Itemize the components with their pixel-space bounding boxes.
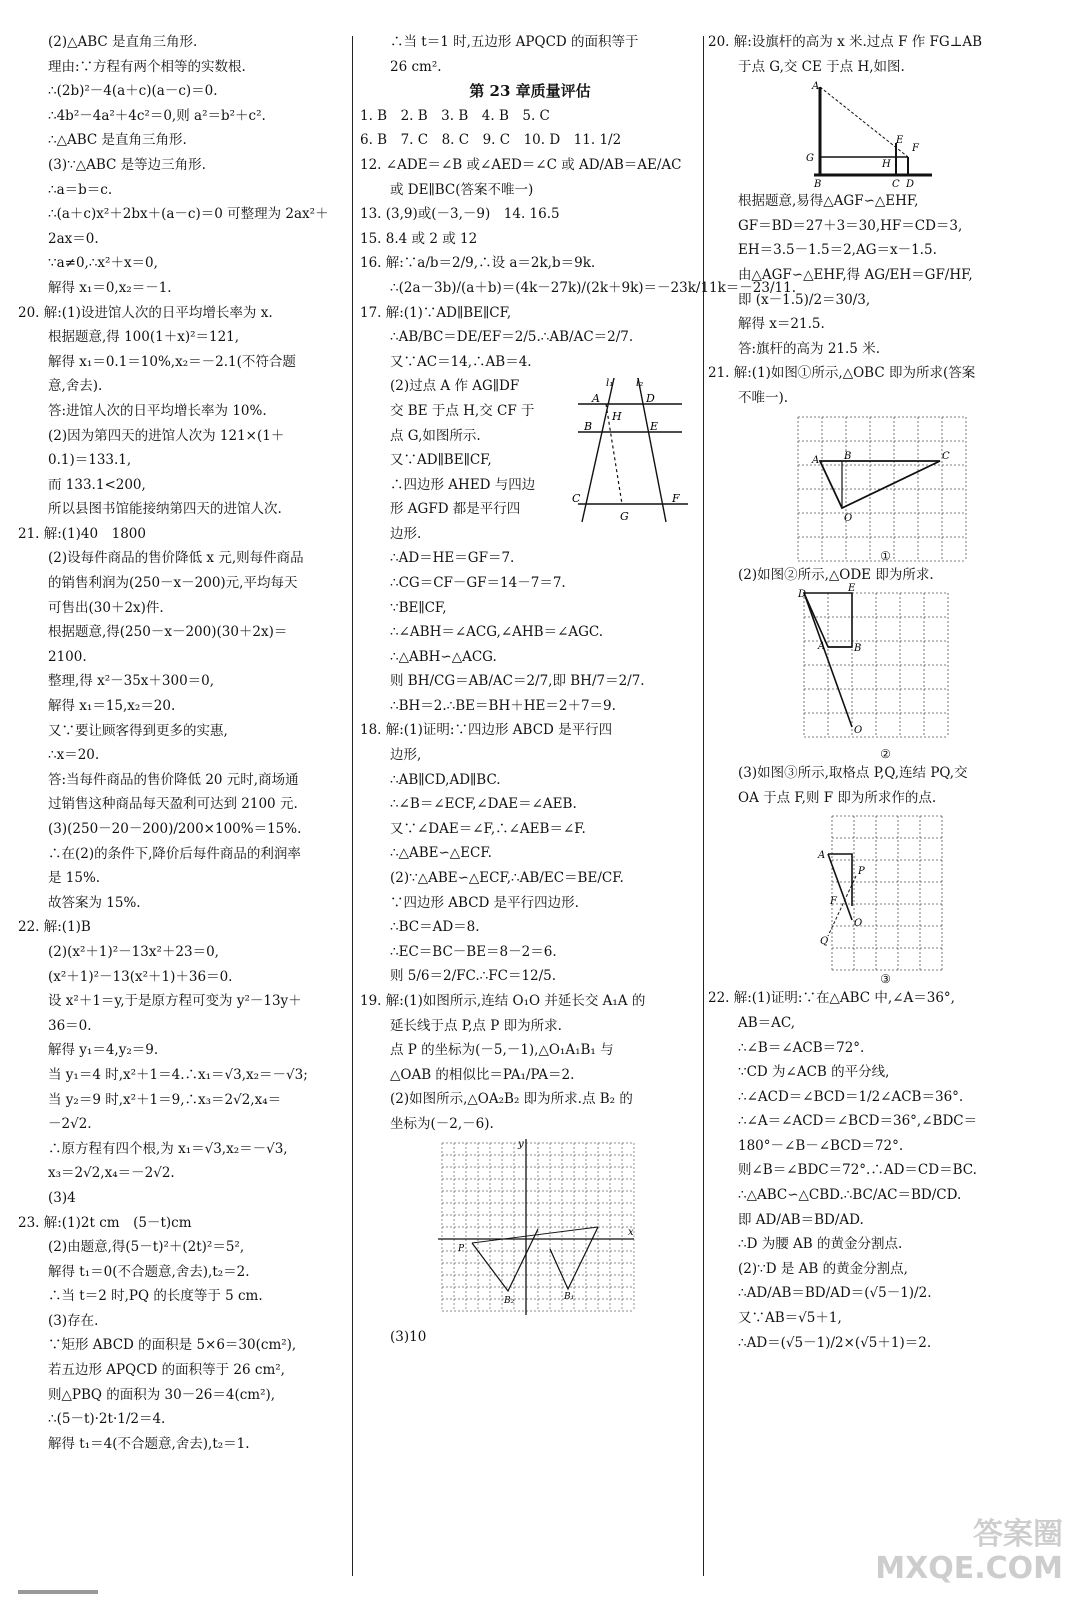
- text-line: (2)过点 A 作 AG∥DF: [390, 378, 520, 395]
- text-line: 17. 解:(1)∵AD∥BE∥CF,: [360, 304, 512, 321]
- text-line: 则 BH/CG＝AB/AC＝2/7,即 BH/7＝2/7.: [390, 673, 645, 690]
- figure-2-caption: ②: [880, 747, 891, 762]
- col3b-text: [708, 189, 1063, 410]
- svg-text:E: E: [848, 583, 856, 595]
- text-line: 解得 x＝21.5.: [738, 316, 825, 333]
- svg-text:A: A: [592, 392, 600, 406]
- text-line: ∴(2a－3b)/(a＋b)＝(4k－27k)/(2k＋9k)＝－23k/11k＝－23/11.: [390, 279, 797, 296]
- text-line: 18. 解:(1)证明:∵四边形 ABCD 是平行四: [360, 722, 613, 739]
- text-line: 36＝0.: [48, 1017, 92, 1034]
- text-line: 12. ∠ADE＝∠B 或∠AED＝∠C 或 AD/AB＝AE/AC: [360, 156, 682, 173]
- text-line: ∵矩形 ABCD 的面积是 5×6＝30(cm²),: [48, 1337, 297, 1354]
- text-line: 20. 解:设旗杆的高为 x 米.过点 F 作 FG⊥AB: [708, 34, 983, 50]
- text-line: 19. 解:(1)如图所示,连结 O₁O 并延长交 A₁A 的: [360, 993, 646, 1009]
- text-line: ∵BE∥CF,: [390, 599, 447, 616]
- text-line: 即 (x－1.5)/2＝30/3,: [738, 291, 871, 308]
- text-line: (2)∵D 是 AB 的黄金分割点,: [738, 1260, 908, 1277]
- text-line: 整理,得 x²－35x＋300＝0,: [48, 673, 215, 690]
- text-line: (2)△ABC 是直角三角形.: [48, 34, 198, 50]
- text-line: (2)∵△ABE∽△ECF,∴AB/EC＝BE/CF.: [390, 870, 624, 887]
- col3a-text: [708, 30, 1063, 79]
- text-line: 不唯一).: [738, 389, 789, 406]
- text-line: 当 y₂＝9 时,x²＋1＝9,∴x₃＝2√2,x₄＝: [48, 1091, 282, 1108]
- svg-text:F: F: [672, 492, 680, 506]
- text-line: 21. 解:(1)如图①所示,△OBC 即为所求(答案: [708, 365, 976, 382]
- text-line: 根据题意,易得△AGF∽△EHF,: [738, 193, 919, 210]
- svg-text:D: D: [798, 589, 807, 601]
- text-line: ∴AB∥CD,AD∥BC.: [390, 771, 501, 788]
- text-line: 设 x²＋1＝y,于是原方程可变为 y²－13y＋: [48, 993, 302, 1010]
- text-line: 又∵要让顾客得到更多的实惠,: [48, 722, 228, 739]
- text-line: 又∵AD∥BE∥CF,: [390, 452, 492, 469]
- svg-text:F: F: [830, 896, 837, 908]
- text-line: 1. B 2. B 3. B 4. B 5. C: [360, 107, 550, 124]
- col2b-text: [360, 374, 570, 546]
- text-line: ∴△ABC 是直角三角形.: [48, 132, 187, 149]
- text-line: ∴(5－t)·2t·1/2＝4.: [48, 1411, 166, 1428]
- text-line: 答:当每件商品的售价降低 20 元时,商场通: [48, 771, 299, 788]
- text-line: 延长线于点 P,点 P 即为所求.: [390, 1017, 562, 1034]
- column-divider: [352, 36, 353, 1576]
- text-line: 答:进馆人次的日平均增长率为 10%.: [48, 402, 267, 419]
- figure-3: [708, 810, 1063, 986]
- text-line: 或 DE∥BC(答案不唯一): [390, 181, 534, 198]
- col2d-text: [360, 1325, 700, 1350]
- svg-text:B₂: B₂: [504, 1295, 515, 1306]
- text-line: (3)∵△ABC 是等边三角形.: [48, 156, 206, 173]
- column-3: [708, 30, 1063, 1355]
- text-line: 则△PBQ 的面积为 30－26＝4(cm²),: [48, 1386, 276, 1403]
- text-line: 形 AGFD 都是平行四: [390, 501, 521, 518]
- svg-text:H: H: [612, 410, 622, 424]
- svg-text:A: A: [812, 81, 820, 93]
- page-footer-mark: [18, 1590, 98, 1594]
- text-line: ∴∠A＝∠ACD＝∠BCD＝36°,∠BDC＝: [738, 1113, 978, 1130]
- text-line: 15. 8.4 或 2 或 12: [360, 230, 478, 247]
- text-line: 则 5/6＝2/FC.∴FC＝12/5.: [390, 968, 557, 985]
- text-line: ∴∠ACD＝∠BCD＝1/2∠ACB＝36°.: [738, 1088, 964, 1105]
- text-line: 过销售这种商品每天盈利可达到 2100 元.: [48, 796, 298, 813]
- text-line: 0.1)＝133.1,: [48, 452, 132, 469]
- q17-block: [360, 374, 700, 546]
- text-line: ∴(a＋c)x²＋2bx＋(a－c)＝0 可整理为 2ax²＋: [48, 206, 329, 223]
- text-line: ∴当 t＝1 时,五边形 APQCD 的面积等于: [390, 34, 639, 50]
- text-line: 解得 x₁＝0.1＝10%,x₂＝－2.1(不符合题: [48, 353, 296, 370]
- svg-text:P: P: [858, 866, 865, 878]
- column-divider: [703, 36, 704, 1576]
- column-1: [18, 30, 346, 1456]
- text-line: ∴AD/AB＝BD/AD＝(√5－1)/2.: [738, 1285, 932, 1302]
- svg-text:B: B: [814, 179, 822, 191]
- text-line: △OAB 的相似比＝PA₁/PA＝2.: [390, 1066, 575, 1083]
- text-line: 解得 x₁＝0,x₂＝－1.: [48, 279, 172, 296]
- text-line: 又∵∠DAE＝∠F,∴∠AEB＝∠F.: [390, 820, 586, 837]
- svg-text:A: A: [818, 641, 826, 653]
- svg-text:E: E: [896, 135, 904, 147]
- text-line: 可售出(30＋2x)件.: [48, 599, 164, 616]
- svg-text:B₁: B₁: [564, 1291, 575, 1302]
- text-line: ∴∠ABH＝∠ACG,∠AHB＝∠AGC.: [390, 624, 604, 641]
- col3e-text: [708, 986, 1063, 1355]
- text-line: 解得 t₁＝0(不合题意,舍去),t₂＝2.: [48, 1263, 250, 1280]
- text-line: 根据题意,得(250－x－200)(30＋2x)＝: [48, 624, 288, 641]
- svg-text:D: D: [906, 179, 915, 191]
- text-line: 解得 y₁＝4,y₂＝9.: [48, 1042, 159, 1059]
- text-line: 根据题意,得 100(1＋x)²＝121,: [48, 329, 240, 346]
- svg-text:G: G: [620, 510, 629, 524]
- text-line: ∴a＝b＝c.: [48, 181, 113, 198]
- text-line: ∴AD＝(√5－1)/2×(√5＋1)＝2.: [738, 1334, 932, 1351]
- text-line: ∴∠B＝∠ACB＝72°.: [738, 1039, 865, 1056]
- text-line: 20. 解:(1)设进馆人次的日平均增长率为 x.: [18, 304, 273, 321]
- text-line: (3)4: [48, 1189, 76, 1206]
- text-line: ∴△ABH∽△ACG.: [390, 648, 497, 665]
- text-line: ∴∠B＝∠ECF,∠DAE＝∠AEB.: [390, 796, 577, 813]
- text-line: 21. 解:(1)40 1800: [18, 525, 146, 542]
- text-line: ∴(2b)²－4(a＋c)(a－c)＝0.: [48, 83, 218, 100]
- text-line: 由△AGF∽△EHF,得 AG/EH＝GF/HF,: [738, 266, 973, 283]
- svg-text:B: B: [844, 450, 852, 462]
- text-line: 即 AD/AB＝BD/AD.: [738, 1211, 864, 1228]
- svg-text:D: D: [646, 392, 655, 406]
- svg-text:C: C: [942, 450, 950, 462]
- svg-text:l₂: l₂: [636, 378, 644, 390]
- svg-text:x: x: [628, 1226, 634, 1238]
- svg-text:O: O: [844, 512, 853, 524]
- text-line: ∴原方程有四个根,为 x₁＝√3,x₂＝－√3,: [48, 1140, 288, 1157]
- text-line: 故答案为 15%.: [48, 894, 141, 911]
- text-line: (3)10: [390, 1328, 427, 1345]
- svg-text:O: O: [854, 725, 863, 737]
- svg-text:y: y: [518, 1138, 524, 1150]
- text-line: 理由:∵方程有两个相等的实数根.: [48, 58, 246, 75]
- text-line: 所以县图书馆能接纳第四天的进馆人次.: [48, 501, 282, 518]
- q19-coordinate-grid: [438, 1139, 638, 1319]
- text-line: 若五边形 APQCD 的面积等于 26 cm²,: [48, 1362, 285, 1379]
- text-line: ∴D 为腰 AB 的黄金分割点.: [738, 1236, 903, 1253]
- figure-1-caption: ①: [880, 548, 891, 563]
- text-line: 23. 解:(1)2t cm (5－t)cm: [18, 1214, 192, 1231]
- col1-text: [18, 30, 346, 1456]
- col2c-text: [360, 546, 700, 1136]
- text-line: x₃＝2√2,x₄＝－2√2.: [48, 1165, 175, 1182]
- watermark-line-2: MXQE.COM: [875, 1551, 1063, 1586]
- col3c-text: [708, 563, 1063, 588]
- text-line: 22. 解:(1)证明:∵在△ABC 中,∠A＝36°,: [708, 990, 955, 1007]
- text-line: (2)(x²＋1)²－13x²＋23＝0,: [48, 943, 219, 960]
- text-line: ∴BH＝2.∴BE＝BH＋HE＝2＋7＝9.: [390, 697, 616, 714]
- svg-text:P: P: [458, 1243, 465, 1254]
- text-line: 答:旗杆的高为 21.5 米.: [738, 340, 880, 357]
- text-line: ∴△ABC∽△CBD.∴BC/AC＝BD/CD.: [738, 1187, 962, 1204]
- text-line: 的销售利润为(250－x－200)元,平均每天: [48, 575, 298, 592]
- text-line: 6. B 7. C 8. C 9. C 10. D 11. 1/2: [360, 132, 622, 149]
- text-line: 是 15%.: [48, 870, 101, 887]
- text-line: －2√2.: [48, 1116, 92, 1133]
- text-line: (2)设每件商品的售价降低 x 元,则每件商品: [48, 550, 304, 567]
- text-line: 点 P 的坐标为(－5,－1),△O₁A₁B₁ 与: [390, 1042, 614, 1059]
- text-line: ∴EC＝BC－BE＝8－2＝6.: [390, 943, 557, 960]
- text-line: 解得 x₁＝15,x₂＝20.: [48, 698, 176, 715]
- text-line: AB＝AC,: [738, 1014, 796, 1031]
- text-line: OA 于点 F,则 F 即为所求作的点.: [738, 789, 937, 806]
- text-line: 第 23 章质量评估: [469, 82, 591, 101]
- text-line: (x²＋1)²－13(x²＋1)＋36＝0.: [48, 968, 233, 985]
- text-line: 边形.: [390, 525, 422, 542]
- svg-text:C: C: [892, 179, 900, 191]
- svg-text:A: A: [812, 454, 820, 466]
- svg-text:C: C: [572, 492, 581, 506]
- svg-text:B: B: [854, 643, 862, 655]
- watermark-line-1: 答案圈: [973, 1517, 1063, 1552]
- col3d-text: [708, 761, 1063, 810]
- text-line: 意,舍去).: [48, 378, 103, 395]
- figure-1: [708, 411, 1063, 563]
- q17-figure: [570, 374, 695, 534]
- text-line: ∴四边形 AHED 与四边: [390, 476, 536, 493]
- watermark-logo: [875, 1518, 1063, 1586]
- text-line: 16. 解:∵a/b＝2/9,∴设 a＝2k,b＝9k.: [360, 255, 596, 272]
- q20-flagpole-figure: [804, 79, 944, 189]
- svg-text:E: E: [650, 420, 659, 434]
- text-line: 当 y₁＝4 时,x²＋1＝4.∴x₁＝√3,x₂＝－√3;: [48, 1066, 308, 1083]
- text-line: 2ax＝0.: [48, 230, 99, 247]
- text-line: ∴AD＝HE＝GF＝7.: [390, 550, 515, 567]
- text-line: ∵CD 为∠ACB 的平分线,: [738, 1064, 890, 1081]
- text-line: (2)如图所示,△OA₂B₂ 即为所求.点 B₂ 的: [390, 1091, 633, 1108]
- text-line: (2)因为第四天的进馆人次为 121×(1＋: [48, 427, 285, 444]
- svg-text:F: F: [912, 143, 919, 155]
- svg-text:l₁: l₁: [606, 378, 614, 390]
- text-line: ∴BC＝AD＝8.: [390, 919, 480, 936]
- figure-3-caption: ③: [880, 972, 891, 987]
- text-line: 2100.: [48, 648, 87, 665]
- text-line: ∴AB/BC＝DE/EF＝2/5.∴AB/AC＝2/7.: [390, 329, 634, 346]
- svg-text:O: O: [854, 918, 863, 930]
- text-line: ∴CG＝CF－GF＝14－7＝7.: [390, 574, 566, 591]
- svg-text:G: G: [806, 153, 814, 165]
- text-line: 而 133.1<200,: [48, 476, 146, 493]
- text-line: 180°－∠B－∠BCD＝72°.: [738, 1137, 904, 1154]
- text-line: 则∠B＝∠BDC＝72°.∴AD＝CD＝BC.: [738, 1162, 977, 1179]
- text-line: (2)由题意,得(5－t)²＋(2t)²＝5²,: [48, 1239, 245, 1256]
- text-line: ∴当 t＝2 时,PQ 的长度等于 5 cm.: [48, 1288, 263, 1305]
- text-line: ∵四边形 ABCD 是平行四边形.: [390, 894, 579, 911]
- text-line: 26 cm².: [390, 58, 442, 75]
- text-line: 解得 t₁＝4(不合题意,舍去),t₂＝1.: [48, 1435, 250, 1452]
- svg-text:Q: Q: [820, 936, 829, 948]
- text-line: 交 BE 于点 H,交 CF 于: [390, 402, 535, 419]
- text-line: (2)如图②所示,△ODE 即为所求.: [738, 566, 934, 583]
- text-line: 又∵AC＝14,∴AB＝4.: [390, 353, 532, 370]
- text-line: 13. (3,9)或(－3,－9) 14. 16.5: [360, 206, 560, 223]
- figure-2: [708, 583, 1063, 762]
- text-line: ∴4b²－4a²＋4c²＝0,则 a²＝b²＋c².: [48, 107, 266, 124]
- text-line: ∴在(2)的条件下,降价后每件商品的利润率: [48, 845, 301, 862]
- svg-text:B: B: [584, 420, 593, 434]
- text-line: 点 G,如图所示.: [390, 427, 481, 444]
- svg-text:H: H: [882, 159, 891, 171]
- text-line: (3)存在.: [48, 1312, 99, 1329]
- text-line: (3)如图③所示,取格点 P,Q,连结 PQ,交: [738, 765, 968, 782]
- text-line: 于点 G,交 CE 于点 H,如图.: [738, 58, 905, 75]
- svg-text:A: A: [818, 850, 826, 862]
- text-line: GF＝BD＝27＋3＝30,HF＝CD＝3,: [738, 217, 963, 234]
- text-line: (3)(250－20－200)/200×100%＝15%.: [48, 821, 302, 837]
- text-line: 边形,: [390, 747, 422, 764]
- text-line: ∵a≠0,∴x²＋x＝0,: [48, 255, 158, 272]
- text-line: 22. 解:(1)B: [18, 919, 91, 936]
- text-line: 坐标为(－2,－6).: [390, 1115, 494, 1132]
- text-line: 又∵AB＝√5＋1,: [738, 1310, 842, 1327]
- text-line: EH＝3.5－1.5＝2,AG＝x－1.5.: [738, 242, 937, 259]
- text-line: ∴x＝20.: [48, 747, 100, 764]
- text-line: ∴△ABE∽△ECF.: [390, 845, 492, 862]
